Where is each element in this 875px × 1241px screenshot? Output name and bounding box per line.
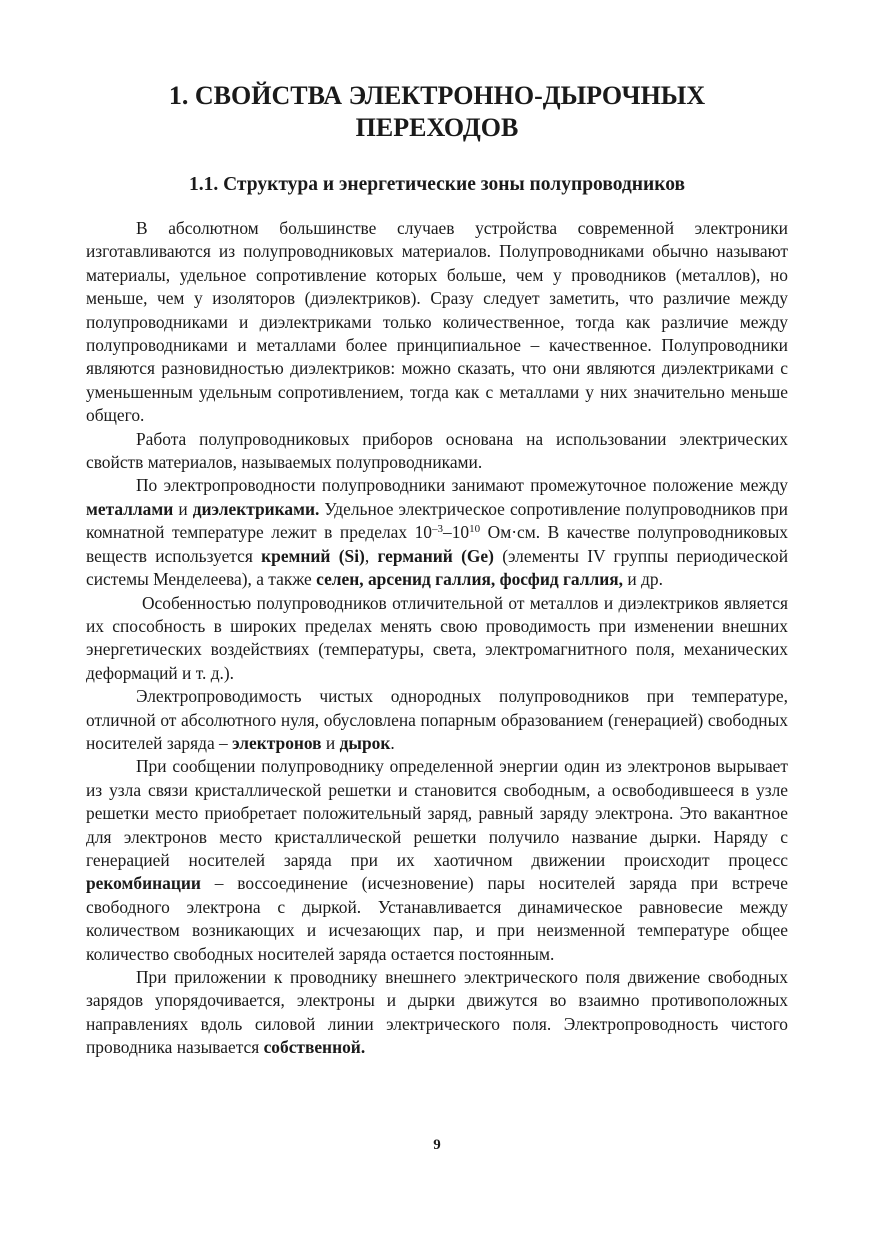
paragraph-6-text-1: При сообщении полупроводнику определенной энергии один из электронов вырывает из узла связи кристаллической решетки и становится свободным, а освободившееся в узле решетки место приобретает положительный заряд, равный заряду электрона. Это вакантное для электронов место кристаллической решетки получило название дырки. Наряду с генерацией носителей заряда при их хаотичном движении происходит процесс bbox=[86, 756, 788, 870]
paragraph-5 bbox=[86, 685, 788, 755]
paragraph-6-text-2: – воссоединение (исчезновение) пары носителей заряда при встрече свободного электрона с дыркой. Устанавливается динамическое равновесие между количеством возникающих и исчезающих пар, и при неизменной температуре общее количество свободных носителей заряда остается постоянным. bbox=[86, 873, 788, 964]
term-compounds: селен, арсенид галлия, фосфид галлия, bbox=[316, 569, 624, 590]
section-title: 1.1. Структура и энергетические зоны полупроводников bbox=[188, 174, 686, 195]
paragraph-7 bbox=[86, 966, 788, 1060]
paragraph-3-text-1: По электропроводности полупроводники занимают промежуточное положение между bbox=[136, 475, 788, 496]
paragraph-6 bbox=[86, 755, 788, 966]
term-holes: дырок bbox=[339, 732, 391, 753]
term-silicon: кремний (Si) bbox=[261, 545, 365, 566]
paragraph-3 bbox=[86, 474, 788, 591]
paragraph-3-text-8: и др. bbox=[623, 569, 663, 590]
paragraph-7-text-1: При приложении к проводнику внешнего электрического поля движение свободных зарядов упорядочивается, электроны и дырки движутся во взаимно противоположных направлениях вдоль силовой линии электрического поля. Электропроводность чистого проводника называется bbox=[86, 967, 788, 1058]
chapter-title bbox=[86, 80, 788, 144]
term-electrons: электронов bbox=[232, 732, 322, 753]
exponent-lower: –3 bbox=[432, 523, 443, 536]
term-metals: металлами bbox=[86, 498, 174, 519]
paragraph-4: Особенностью полупроводников отличительной от металлов и диэлектриков является их способность в широких пределах менять свою проводимость при изменении внешних энергетических воздействиях (температуры, света, электромагнитного поля, механических деформаций и т. д.). bbox=[86, 592, 788, 683]
paragraph-3-text-5: Ом·см. В качестве полупроводниковых веществ используется bbox=[86, 522, 788, 566]
paragraph-3-text-7: (элементы IV группы периодической системы Менделеева), а также bbox=[86, 545, 789, 590]
paragraph-5-text-2: и bbox=[321, 732, 340, 753]
paragraph-2: Работа полупроводниковых приборов основана на использовании электрических свойств материалов, называемых полупроводниками. bbox=[86, 428, 788, 473]
paragraph-5-text-3: . bbox=[390, 732, 395, 753]
body-text bbox=[86, 217, 788, 1060]
term-germanium: германий (Ge) bbox=[377, 545, 494, 566]
paragraph-3-text-2: и bbox=[173, 498, 193, 519]
page-number: 9 bbox=[433, 1137, 441, 1153]
chapter-title-line-1: 1. СВОЙСТВА ЭЛЕКТРОННО-ДЫРОЧНЫХ bbox=[168, 81, 706, 110]
paragraph-3-text-3: Удельное электрическое сопротивление полупроводников при комнатной температуре лежит в пределах 10 bbox=[86, 498, 788, 543]
chapter-title-line-2: ПЕРЕХОДОВ bbox=[355, 113, 519, 142]
exponent-upper: 10 bbox=[469, 523, 481, 536]
paragraph-3-text-6: , bbox=[364, 545, 378, 566]
paragraph-1: В абсолютном большинстве случаев устройства современной электроники изготавливаются из полупроводниковых материалов. Полупроводниками обычно называют материалы, удельное сопротивление которых больше, чем у проводников (металлов), но меньше, чем у изоляторов (диэлектриков). Сразу следует заметить, что различие между полупроводниками и диэлектриками только количественное, тогда как различие между полупроводниками и металлами более принципиальное – качественное. Полупроводники являются разновидностью диэлектриков: можно сказать, что они являются диэлектриками с уменьшенным удельным сопротивлением, тогда как с металлами у них значительно меньше общего. bbox=[86, 218, 788, 426]
paragraph-5-text-1: Электропроводимость чистых однородных полупроводников при температуре, отличной от абсолютного нуля, обусловлена попарным образованием (генерацией) свободных носителей заряда – bbox=[86, 686, 788, 753]
term-recombination: рекомбинации bbox=[86, 873, 201, 894]
term-dielectrics: диэлектриками. bbox=[192, 498, 320, 519]
paragraph-3-text-4: –10 bbox=[443, 522, 470, 543]
term-intrinsic: собственной. bbox=[263, 1037, 366, 1058]
